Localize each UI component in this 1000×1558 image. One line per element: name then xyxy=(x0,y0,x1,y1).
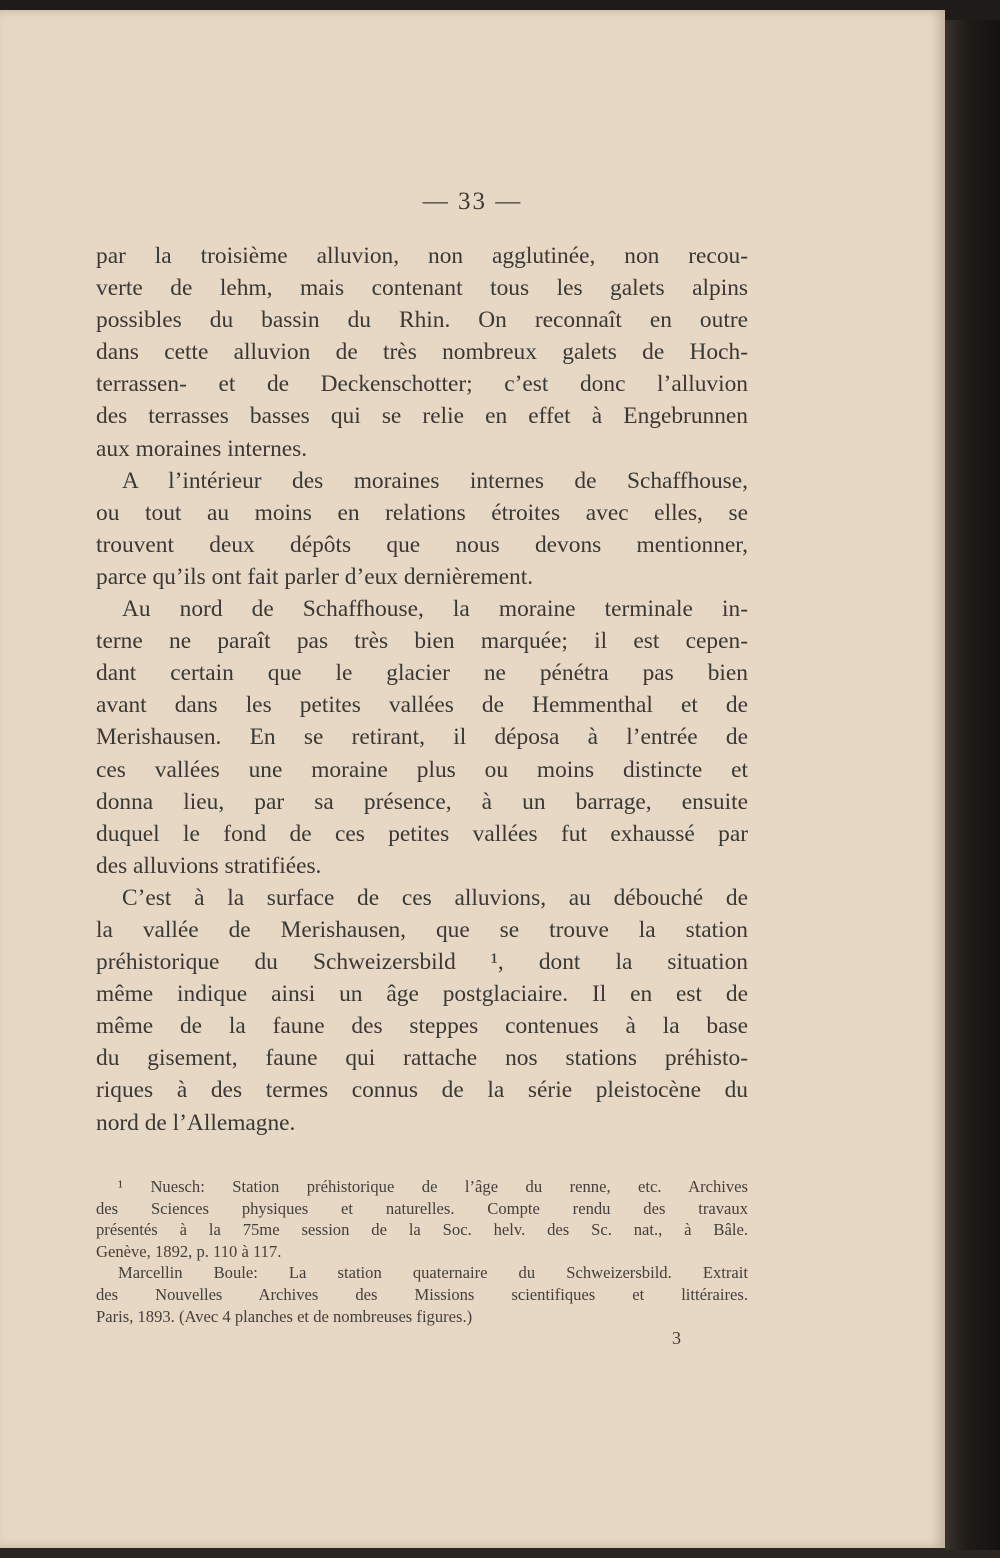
footnote-line: des Nouvelles Archives des Missions scientifiques et littéraires. xyxy=(96,1284,748,1304)
text-line: Au nord de Schaffhouse, la moraine terminale in- xyxy=(122,596,748,623)
text-line: dant certain que le glacier ne pénétra pas bien xyxy=(96,660,748,687)
text-line: dans cette alluvion de très nombreux galets de Hoch- xyxy=(96,339,748,366)
text-line: trouvent deux dépôts que nous devons mentionner, xyxy=(96,531,748,558)
text-line: même de la faune des steppes contenues à la base xyxy=(96,1013,748,1040)
text-line: par la troisième alluvion, non agglutinée, non recou- xyxy=(96,243,748,269)
footnote-line: présentés à la 75me session de la Soc. helv. des Sc. nat., à Bâle. xyxy=(96,1220,748,1240)
footnote-line: des Sciences physiques et naturelles. Compte rendu des travaux xyxy=(96,1198,748,1218)
book-page xyxy=(0,10,945,1548)
text-line: possibles du bassin du Rhin. On reconnaît en outre xyxy=(96,307,748,334)
text-line: des terrasses basses qui se relie en effet à Engebrunnen xyxy=(96,403,748,430)
text-line: riques à des termes connus de la série pleistocène du xyxy=(96,1077,748,1104)
text-line: la vallée de Merishausen, que se trouve la station xyxy=(96,916,748,943)
text-line: même indique ainsi un âge postglaciaire. Il en est de xyxy=(96,981,748,1008)
text-line: aux moraines internes. xyxy=(96,435,308,462)
footnote-line: Genève, 1892, p. 110 à 117. xyxy=(96,1241,282,1261)
text-line: donna lieu, par sa présence, à un barrage, ensuite xyxy=(96,788,748,815)
page-number: — 33 — xyxy=(422,188,523,215)
text-line: C’est à la surface de ces alluvions, au débouché de xyxy=(122,884,748,911)
printer-signature-mark: 3 xyxy=(672,1328,681,1348)
text-line: terne ne paraît pas très bien marquée; il est cepen- xyxy=(96,628,748,655)
text-line: A l’intérieur des moraines internes de Schaffhouse, xyxy=(122,467,748,494)
text-line: nord de l’Allemagne. xyxy=(96,1109,296,1136)
footnote-line: ¹ Nuesch: Station préhistorique de l’âge du renne, etc. Archives xyxy=(118,1177,748,1196)
body-text xyxy=(96,240,748,1139)
text-line: parce qu’ils ont fait parler d’eux dernièrement. xyxy=(96,563,534,590)
text-line: avant dans les petites vallées de Hemmenthal et de xyxy=(96,692,748,719)
text-line: du gisement, faune qui rattache nos stations préhisto- xyxy=(96,1045,748,1072)
text-line: duquel le fond de ces petites vallées fut exhaussé par xyxy=(96,820,748,847)
text-line: des alluvions stratifiées. xyxy=(96,852,322,879)
footnote-line: Paris, 1893. (Avec 4 planches et de nombreuses figures.) xyxy=(96,1306,473,1326)
footnote-line: Marcellin Boule: La station quaternaire du Schweizersbild. Extrait xyxy=(118,1263,748,1283)
text-line: Merishausen. En se retirant, il déposa à l’entrée de xyxy=(96,724,748,751)
footnotes xyxy=(96,1176,748,1327)
text-line: verte de lehm, mais contenant tous les galets alpins xyxy=(96,275,748,302)
text-line: ces vallées une moraine plus ou moins distincte et xyxy=(96,756,748,783)
book-binding xyxy=(945,20,1000,1550)
text-line: terrassen- et de Deckenschotter; c’est donc l’alluvion xyxy=(96,371,748,398)
text-line: préhistorique du Schweizersbild ¹, dont la situation xyxy=(96,949,748,976)
text-line: ou tout au moins en relations étroites avec elles, se xyxy=(96,499,748,526)
